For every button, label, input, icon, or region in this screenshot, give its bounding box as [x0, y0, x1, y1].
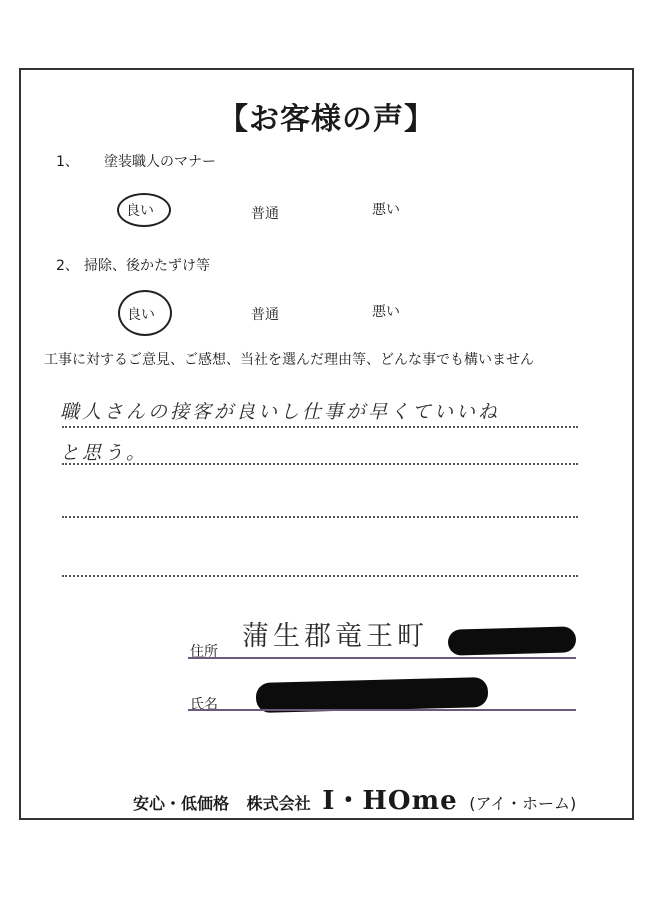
comment-line-rule: [62, 426, 578, 428]
company-footer: [133, 780, 576, 817]
name-underline: [188, 709, 576, 711]
footer-company-type: 株式会社: [246, 794, 311, 813]
question-2-text: 掃除、後かたずけ等: [84, 258, 210, 274]
address-underline: [188, 657, 576, 659]
address-label: 住所: [190, 644, 218, 660]
question-1-option-average[interactable]: 普通: [251, 206, 279, 222]
question-1-option-good[interactable]: 良い: [126, 203, 154, 219]
question-1-option-bad[interactable]: 悪い: [372, 202, 400, 218]
question-2-option-good[interactable]: 良い: [127, 307, 155, 323]
address-value[interactable]: 蒲生郡竜王町: [242, 621, 428, 652]
footer-company-kana: (アイ・ホーム): [469, 794, 577, 813]
redacted-address: [448, 626, 577, 655]
redacted-name: [256, 677, 489, 713]
question-2-option-average[interactable]: 普通: [251, 307, 279, 323]
comment-line-rule: [62, 516, 578, 518]
comment-prompt: 工事に対するご意見、ご感想、当社を選んだ理由等、どんな事でも構いません: [44, 352, 534, 368]
comment-line-rule: [62, 463, 578, 465]
page-title: 【お客様の声】: [218, 102, 435, 137]
question-1-text: 塗装職人のマナー: [104, 154, 216, 170]
footer-tagline: 安心・低価格: [133, 794, 230, 813]
company-logo-text: I・HOme: [322, 786, 458, 816]
comment-line-1[interactable]: 職人さんの接客が良いし仕事が早くていいね: [60, 401, 501, 423]
comment-line-2[interactable]: と思う。: [60, 442, 149, 464]
name-label: 氏名: [190, 697, 218, 713]
question-2-number: 2、: [56, 258, 79, 274]
comment-line-rule: [62, 575, 578, 577]
question-1-number: 1、: [56, 154, 79, 170]
question-2-option-bad[interactable]: 悪い: [372, 304, 400, 320]
